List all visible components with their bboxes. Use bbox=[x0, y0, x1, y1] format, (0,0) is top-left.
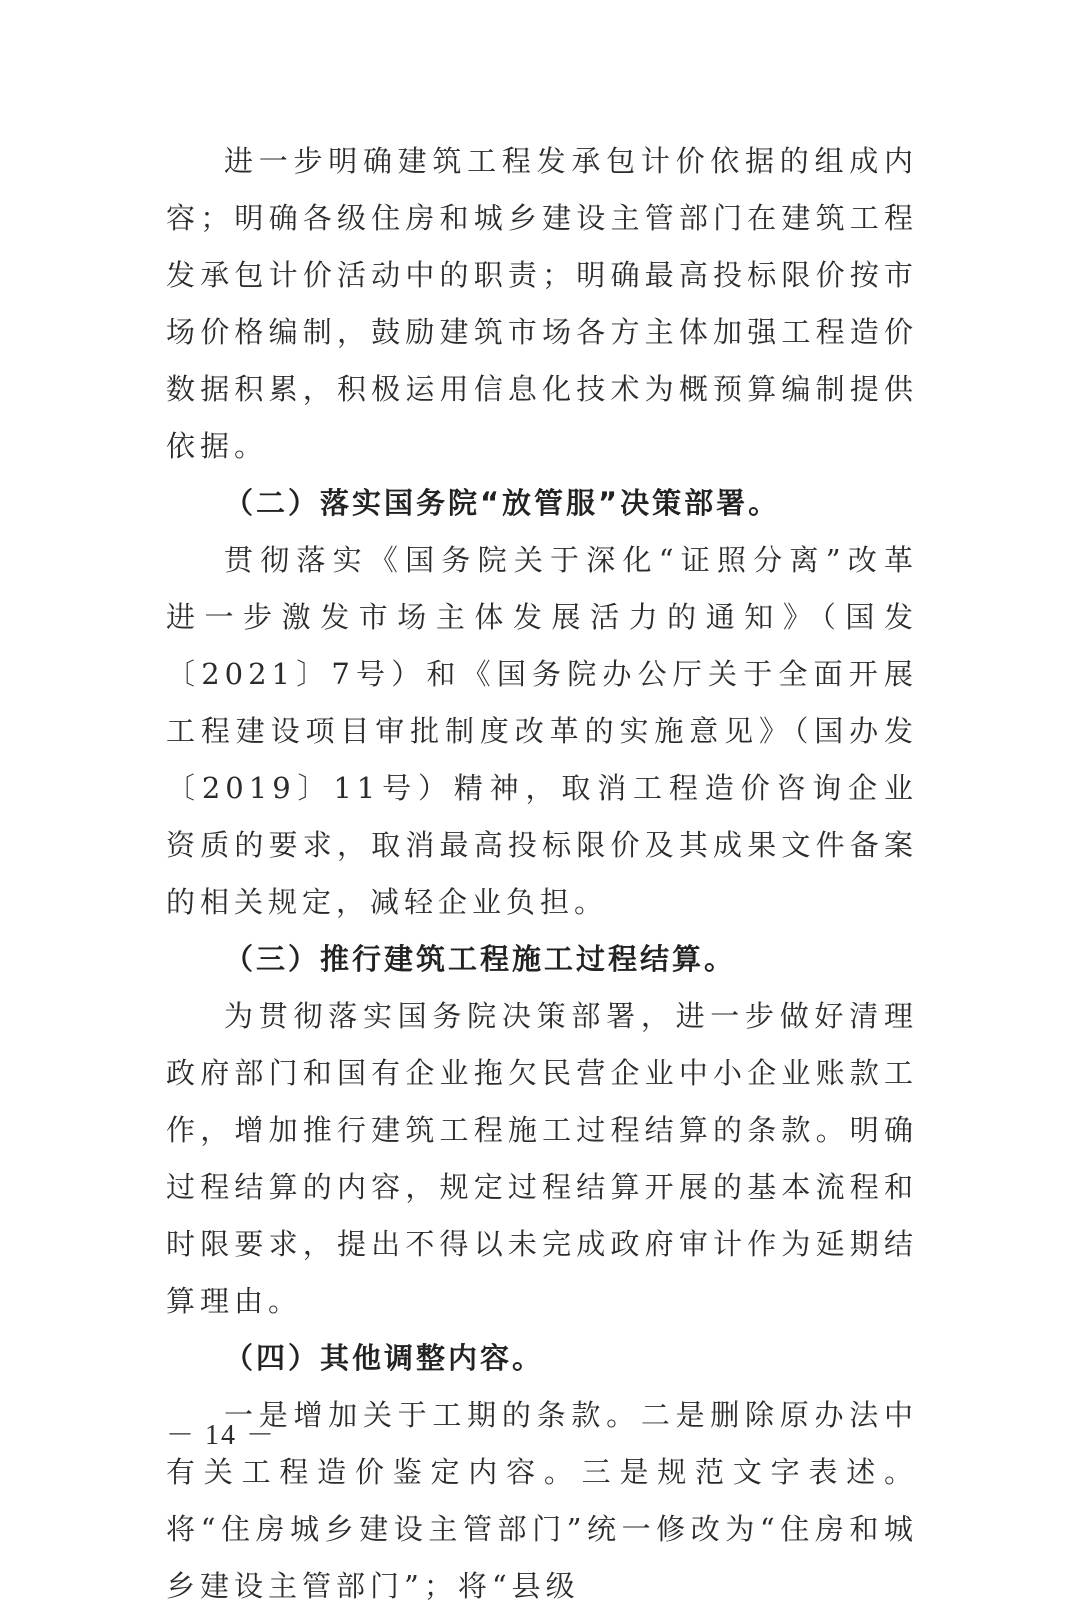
heading-section-two: （二）落实国务院“放管服”决策部署。 bbox=[224, 486, 781, 520]
paragraph-other-adjustments: 一是增加关于工期的条款。二是删除原办法中有关工程造价鉴定内容。三是规范文字表述。将“住房城乡建设主管部门”统一修改为“住房和城乡建设主管部门”；将“县级 bbox=[166, 1398, 918, 1603]
paragraph-pricing-basis: 进一步明确建筑工程发承包计价依据的组成内容；明确各级住房和城乡建设主管部门在建筑工程发承包计价活动中的职责；明确最高投标限价按市场价格编制，鼓励建筑市场各方主体加强工程造价数据积累，积极运用信息化技术为概预算编制提供依据。 bbox=[166, 144, 918, 463]
document-body bbox=[166, 133, 918, 1615]
paragraph-state-council-reform: 贯彻落实《国务院关于深化“证照分离”改革 进一步激发市场主体发展活力的通知》（国发〔2021〕7号）和《国务院办公厅关于全面开展工程建设项目审批制度改革的实施意见》（国办发〔2019〕11号）精神，取消工程造价咨询企业资质的要求，取消最高投标限价及其成果文件备案的相关规定，减轻企业负担。 bbox=[166, 543, 918, 919]
heading-section-three: （三）推行建筑工程施工过程结算。 bbox=[224, 942, 737, 976]
heading-section-four: （四）其他调整内容。 bbox=[224, 1341, 545, 1375]
paragraph-process-settlement: 为贯彻落实国务院决策部署，进一步做好清理政府部门和国有企业拖欠民营企业中小企业账款工作，增加推行建筑工程施工过程结算的条款。明确过程结算的内容，规定过程结算开展的基本流程和时限要求，提出不得以未完成政府审计作为延期结算理由。 bbox=[166, 999, 918, 1318]
page-number: － 14 － bbox=[166, 1420, 277, 1451]
